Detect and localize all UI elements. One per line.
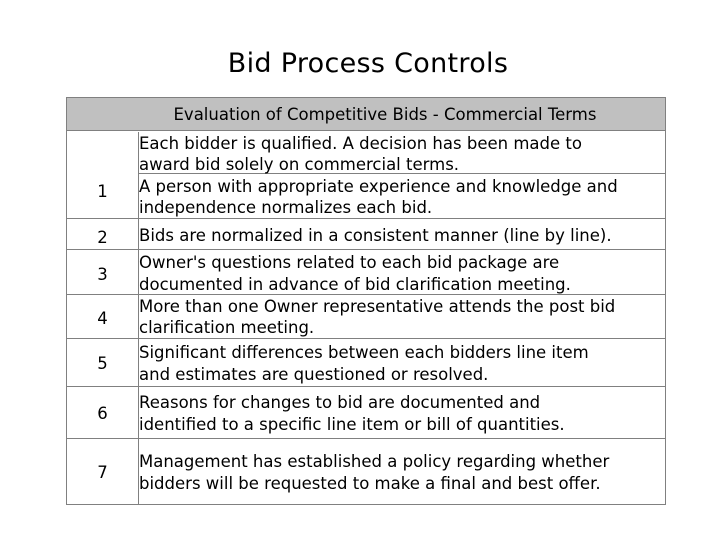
row-text: Owner's questions related to each bid package are — [139, 253, 560, 272]
page-title: Bid Process Controls — [227, 48, 509, 79]
row-text: and estimates are questioned or resolved. — [139, 365, 489, 384]
row-divider — [67, 386, 665, 387]
row-number: 6 — [97, 404, 108, 423]
table-header: Evaluation of Competitive Bids - Commercial Terms — [67, 98, 665, 131]
row-divider — [67, 338, 138, 339]
row-divider — [67, 294, 138, 295]
row-text: Significant differences between each bidders line item — [139, 343, 589, 362]
row-text: Bids are normalized in a consistent manner (line by line). — [139, 226, 612, 245]
row-text: clarification meeting. — [139, 318, 315, 337]
row-text: Management has established a policy regarding whether — [139, 452, 610, 471]
row-text: award bid solely on commercial terms. — [139, 155, 460, 174]
row-text: A person with appropriate experience and knowledge and — [139, 177, 618, 196]
row-divider — [67, 438, 665, 439]
row-text: documented in advance of bid clarification meeting. — [139, 275, 571, 294]
row-number: 4 — [97, 309, 108, 328]
row-number: 7 — [97, 463, 108, 482]
row-number: 1 — [97, 182, 108, 201]
row-text: identified to a specific line item or bill of quantities. — [139, 415, 565, 434]
bid-controls-table — [66, 97, 666, 505]
row-number: 5 — [97, 354, 108, 373]
row-text: independence normalizes each bid. — [139, 198, 433, 217]
row-text: Reasons for changes to bid are documented and — [139, 393, 541, 412]
row-divider — [67, 249, 665, 250]
row-number: 3 — [97, 265, 108, 284]
row-number: 2 — [97, 228, 108, 247]
row-text: bidders will be requested to make a final and best offer. — [139, 474, 601, 493]
row-text: More than one Owner representative attends the post bid — [139, 297, 616, 316]
row-text: Each bidder is qualified. A decision has been made to — [139, 134, 582, 153]
